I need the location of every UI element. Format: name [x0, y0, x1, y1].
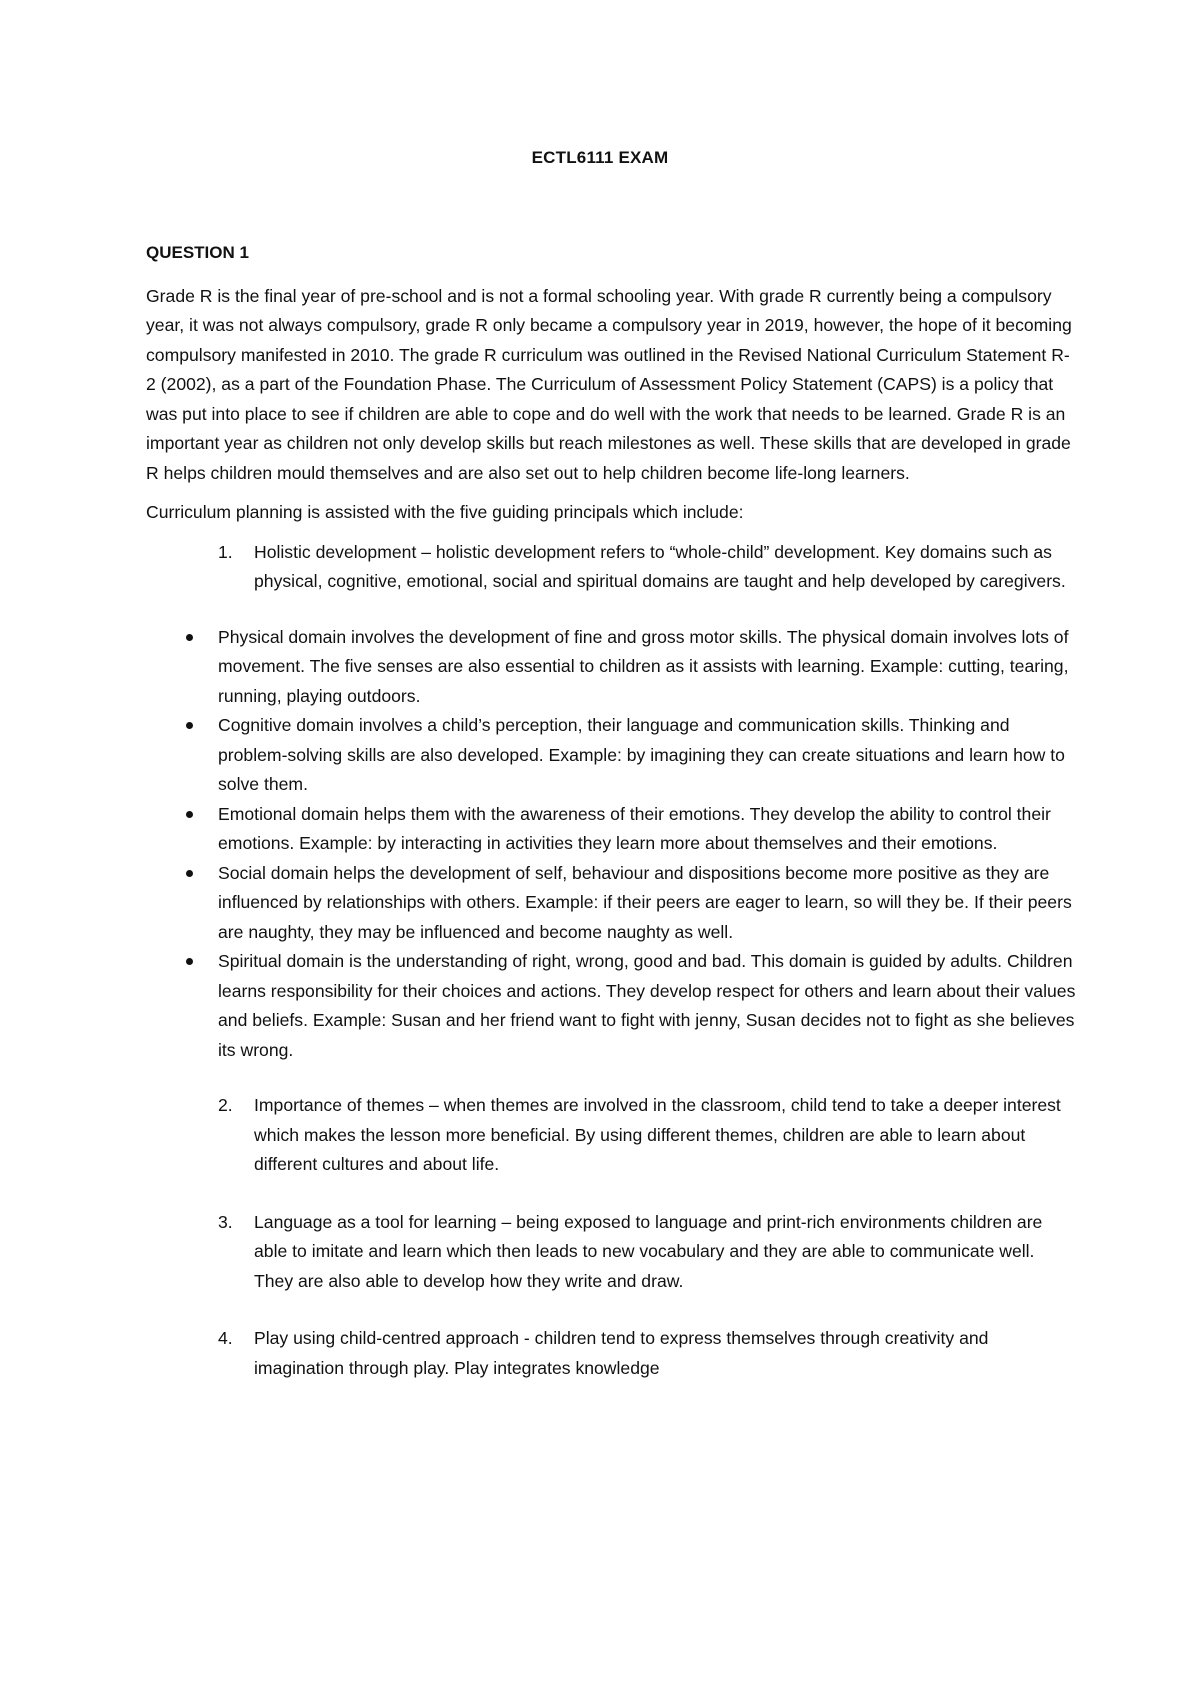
principle-item-3: [146, 1208, 1076, 1297]
document-title: ECTL6111 EXAM: [531, 148, 669, 167]
domain-text: Spiritual domain is the understanding of right, wrong, good and bad. This domain is guided by adults. Children learns responsibility for their choices and actions. They develop respect for others and learn about their values and beliefs. Example: Susan and her friend want to fight with jenny, Susan decides not to fight as she believes its wrong.: [218, 951, 1076, 1060]
principle-text: Holistic development – holistic development refers to “whole-child” development. Key domains such as physical, cognitive, emotional, social and spiritual domains are taught and help developed by caregivers.: [254, 541, 1066, 591]
principle-item-1: [146, 538, 1076, 597]
domain-item-physical: [146, 623, 1076, 712]
principle-number: 3.: [218, 1211, 233, 1232]
bullet-icon: [186, 811, 193, 818]
document-body: [146, 238, 1076, 1383]
domain-item-spiritual: [146, 947, 1076, 1065]
principle-text: Language as a tool for learning – being exposed to language and print-rich environments children are able to imitate and learn which then leads to new vocabulary and they are able to communicate well. They are also able to develop how they write and draw.: [254, 1211, 1043, 1291]
domain-list: [146, 623, 1076, 1066]
principle-number: 2.: [218, 1095, 233, 1115]
bullet-icon: [186, 634, 193, 641]
domain-item-emotional: [146, 800, 1076, 859]
principle-number: 1.: [218, 541, 233, 562]
principle-text: Importance of themes – when themes are involved in the classroom, child tend to take a deeper interest which makes the lesson more beneficial. By using different themes, children are able to learn about different cultures and about life.: [254, 1095, 1061, 1174]
principle-item-4: [146, 1324, 1076, 1383]
question-heading: QUESTION 1: [146, 243, 249, 262]
intro-paragraph: Grade R is the final year of pre-school and is not a formal schooling year. With grade R currently being a compulsory year, it was not always compulsory, grade R only became a compulsory year in 2019, however, the hope of it becoming compulsory manifested in 2010. The grade R curriculum was outlined in the Revised National Curriculum Statement R-2 (2002), as a part of the Foundation Phase. The Curriculum of Assessment Policy Statement (CAPS) is a policy that was put into place to see if children are able to cope and do well with the work that needs to be learned. Grade R is an important year as children not only develop skills but reach milestones as well. These skills that are developed in grade R helps children mould themselves and are also set out to help children become life-long learners.: [146, 285, 1072, 483]
bullet-icon: [186, 958, 193, 965]
domain-item-social: [146, 859, 1076, 948]
principles-intro: Curriculum planning is assisted with the five guiding principals which include:: [146, 502, 744, 522]
principle-text: Play using child-centred approach - children tend to express themselves through creativity and imagination through play. Play integrates knowledge: [254, 1328, 989, 1378]
domain-item-cognitive: [146, 711, 1076, 800]
bullet-icon: [186, 722, 193, 729]
principle-number: 4.: [218, 1328, 233, 1348]
domain-text: Social domain helps the development of self, behaviour and dispositions become more positive as they are influenced by relationships with others. Example: if their peers are eager to learn, so will they be. If their peers are naughty, they may be influenced and become naughty as well.: [218, 862, 1072, 942]
principle-item-2: [146, 1091, 1076, 1180]
bullet-icon: [186, 870, 193, 877]
domain-text: Cognitive domain involves a child’s perception, their language and communication skills. Thinking and problem-solving skills are also developed. Example: by imagining they can create situations and learn how to solve them.: [218, 715, 1065, 794]
domain-text: Emotional domain helps them with the awareness of their emotions. They develop the ability to control their emotions. Example: by interacting in activities they learn more about themselves and their emotions.: [218, 803, 1051, 853]
domain-text: Physical domain involves the development of fine and gross motor skills. The physical domain involves lots of movement. The five senses are also essential to children as it assists with learning. Example: cutting, tearing, running, playing outdoors.: [218, 626, 1069, 706]
